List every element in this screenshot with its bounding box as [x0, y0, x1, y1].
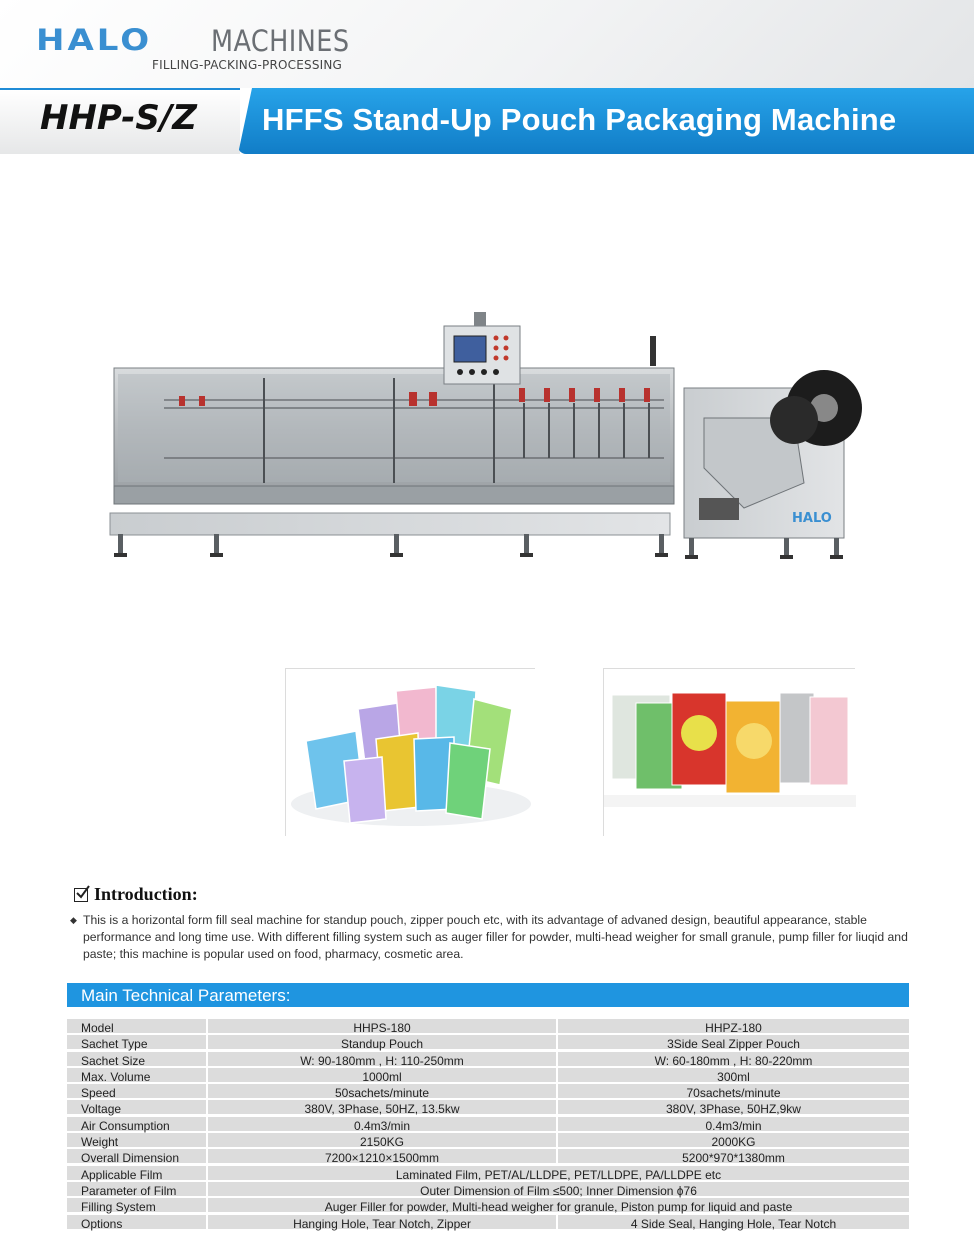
table-row-max-volume — [67, 1067, 909, 1083]
hhpz-value: 70sachets/minute — [558, 1084, 909, 1098]
hhps-value: Hanging Hole, Tear Notch, Zipper — [208, 1215, 556, 1229]
table-row-air-consumption — [67, 1116, 909, 1132]
shared-value: Outer Dimension of Film ≤500; Inner Dimension ϕ76 — [208, 1182, 909, 1196]
introduction-title: Introduction: — [94, 884, 198, 904]
table-row-sachet-size — [67, 1051, 909, 1067]
zipper-pouches-photo — [603, 668, 855, 836]
row-label: Air Consumption — [67, 1117, 206, 1131]
table-row-sachet-type — [67, 1034, 909, 1050]
machine-photo — [104, 308, 874, 568]
hhpz-value: 3Side Seal Zipper Pouch — [558, 1035, 909, 1049]
parameters-heading: Main Technical Parameters: — [81, 986, 291, 1005]
row-label: Filling System — [67, 1198, 206, 1212]
hhpz-value: 0.4m3/min — [558, 1117, 909, 1131]
hhpz-value: 2000KG — [558, 1133, 909, 1147]
hhps-value: 380V, 3Phase, 50HZ, 13.5kw — [208, 1100, 556, 1114]
hhps-value: Standup Pouch — [208, 1035, 556, 1049]
row-label: Applicable Film — [67, 1166, 206, 1180]
introduction-body: This is a horizontal form fill seal machine for standup pouch, zipper pouch etc, with its advantage of advaned design, beautiful appearance, stable performance and long time use. With different filling system such as auger filler for powder, multi-head weigher for small granule, pump filler for liuqid and paste; this machine is popular used on food, pharmacy, cosmetic area. — [83, 913, 908, 961]
row-label: Voltage — [67, 1100, 206, 1114]
checked-box-icon — [74, 888, 88, 902]
table-row-weight — [67, 1132, 909, 1148]
shared-value: Laminated Film, PET/AL/LLDPE, PET/LLDPE, PA/LLDPE etc — [208, 1166, 909, 1180]
table-row-options — [67, 1214, 909, 1230]
row-label: Parameter of Film — [67, 1182, 206, 1196]
hhps-value: 7200×1210×1500mm — [208, 1149, 556, 1163]
row-label: Sachet Size — [67, 1052, 206, 1066]
table-row-filling-system — [67, 1197, 909, 1213]
table-row-parameter-of-film — [67, 1181, 909, 1197]
standup-pouches-photo — [285, 668, 535, 836]
logo-word: MACHINES — [211, 24, 350, 58]
row-label: Weight — [67, 1133, 206, 1147]
row-label: Overall Dimension — [67, 1149, 206, 1163]
title-bar — [0, 88, 974, 154]
row-label: Options — [67, 1215, 206, 1229]
hhps-value: 0.4m3/min — [208, 1117, 556, 1131]
company-logo — [36, 22, 356, 74]
hhpz-value: W: 60-180mm , H: 80-220mm — [558, 1052, 909, 1066]
parameters-table — [67, 1018, 909, 1230]
page-title: HFFS Stand-Up Pouch Packaging Machine — [262, 102, 897, 137]
logo-tagline: FILLING-PACKING-PROCESSING — [152, 58, 343, 72]
hhpz-value: 5200*970*1380mm — [558, 1149, 909, 1163]
diamond-bullet-icon: ◆ — [70, 915, 77, 925]
table-row-voltage — [67, 1099, 909, 1115]
hhpz-value: HHPZ-180 — [558, 1019, 909, 1033]
table-row-overall-dimension — [67, 1148, 909, 1164]
introduction-heading — [74, 884, 198, 906]
hhps-value: W: 90-180mm , H: 110-250mm — [208, 1052, 556, 1066]
hhpz-value: 4 Side Seal, Hanging Hole, Tear Notch — [558, 1215, 909, 1229]
hhps-value: 50sachets/minute — [208, 1084, 556, 1098]
hhpz-value: 380V, 3Phase, 50HZ,9kw — [558, 1100, 909, 1114]
table-row-speed — [67, 1083, 909, 1099]
row-label: Sachet Type — [67, 1035, 206, 1049]
table-row-applicable-film — [67, 1165, 909, 1181]
row-label: Speed — [67, 1084, 206, 1098]
shared-value: Auger Filler for powder, Multi-head weigher for granule, Piston pump for liquid and paste — [208, 1198, 909, 1212]
hhps-value: HHPS-180 — [208, 1019, 556, 1033]
hhps-value: 1000ml — [208, 1068, 556, 1082]
model-number: HHP-S/Z — [40, 98, 197, 138]
hhpz-value: 300ml — [558, 1068, 909, 1082]
hhps-value: 2150KG — [208, 1133, 556, 1147]
row-label: Model — [67, 1019, 206, 1033]
row-label: Max. Volume — [67, 1068, 206, 1082]
logo-mark: HALO — [36, 23, 153, 58]
table-row-model — [67, 1018, 909, 1034]
parameters-header-bar — [67, 983, 909, 1007]
machine-badge: HALO — [792, 511, 832, 526]
introduction-paragraph — [70, 912, 920, 963]
